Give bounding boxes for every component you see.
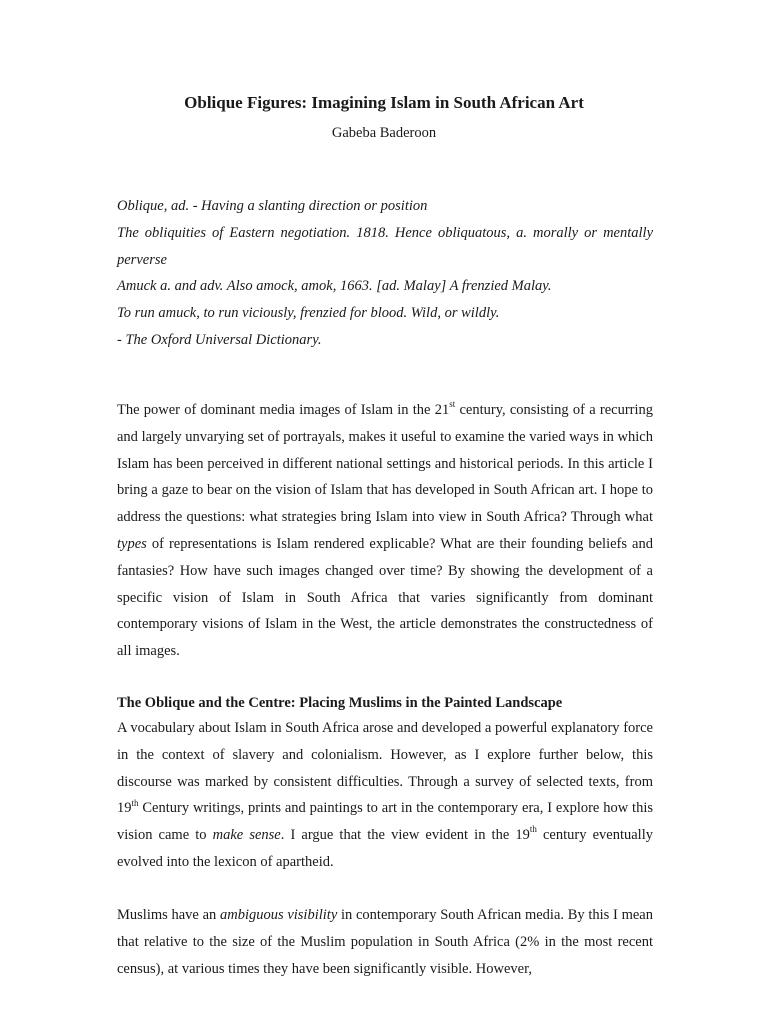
epigraph-line: Amuck a. and adv. Also amock, amok, 1663. [ad. Malay] A frenzied Malay. [117,278,552,295]
epigraph-line: The obliquities of Eastern negotiation. 1818. Hence obliquatous, a. morally or mentally perverse [117,224,653,268]
article-title: Oblique Figures: Imagining Islam in South African Art [184,93,584,112]
text-run: A vocabulary about Islam in South Africa arose and developed a powerful explanatory force in the context of slavery and colonialism. However, as I explore further below, this discourse was marked by consistent difficulties. Through a survey of selected texts, from 19 [117,720,653,817]
superscript: st [449,399,456,410]
text-run: The power of dominant media images of Islam in the 21 [117,402,450,418]
text-run: century eventually evolved into the lexicon of apartheid. [117,827,653,870]
superscript: th [529,824,537,835]
epigraph-line: To run amuck, to run viciously, frenzied for blood. Wild, or wildly. [117,305,500,322]
text-run: in contemporary South African media. By this I mean that relative to the size of the Muslim population in South Africa (2% in the most recent census), at various times they have been significantly visible. However, [117,907,653,977]
epigraph-line: Oblique, ad. - Having a slanting direction or position [117,198,428,214]
section-heading: The Oblique and the Centre: Placing Muslims in the Painted Landscape [117,695,563,711]
text-run: Century writings, prints and paintings to art in the contemporary era, I explore how this vision came to [117,800,653,844]
emphasis-text: types [117,535,147,552]
epigraph [117,193,653,354]
body-paragraph [117,715,653,876]
text-run: . I argue that the view evident in the 19 [280,827,530,844]
body-paragraph [117,902,653,982]
text-run: century, consisting of a recurring and largely unvarying set of portrayals, makes it useful to examine the varied ways in which Islam has been perceived in different national settings and historical periods. In this article I bring a gaze to bear on the vision of Islam that has developed in South African art. I hope to address the questions: what strategies bring Islam into view in South Africa? Through what [117,402,653,526]
epigraph-source: - The Oxford Universal Dictionary. [117,331,322,348]
body-paragraph [117,397,653,665]
emphasis-text: make sense [212,827,281,844]
author-name: Gabeba Baderoon [331,125,437,141]
superscript: th [131,797,139,808]
emphasis-text: ambiguous visibility [219,907,338,923]
text-run: Muslims have an [117,907,220,923]
text-run: of representations is Islam rendered explicable? What are their founding beliefs and fantasies? How have such images changed over time? By showing the development of a specific vision of Islam in South Africa that varies significantly from dominant contemporary visions of Islam in the West, the article demonstrates the constructedness of all images. [117,535,653,660]
